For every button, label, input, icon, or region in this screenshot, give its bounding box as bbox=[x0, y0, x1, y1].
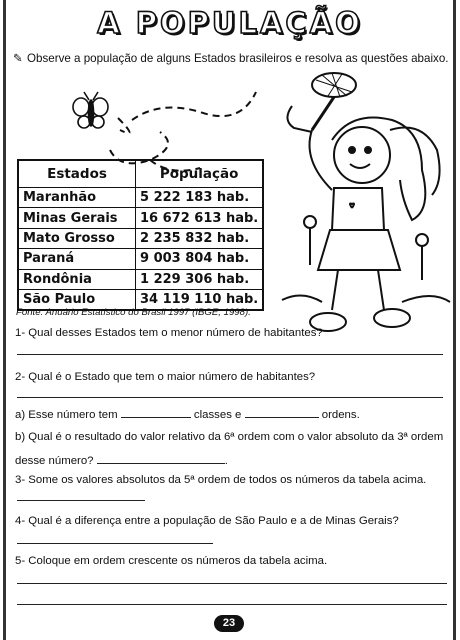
table-row bbox=[18, 208, 263, 228]
population-cell: 5 222 183 hab. bbox=[136, 188, 264, 208]
question-2a-part2: classes e bbox=[193, 409, 242, 421]
state-cell: São Paulo bbox=[18, 289, 136, 310]
question-2b: b) Qual é o resultado do valor relativo da 6ª ordem com o valor absoluto da 3ª ordem bbox=[15, 431, 444, 443]
page-title: A POPULAÇÃO bbox=[97, 6, 363, 40]
question-2a-part3: ordens. bbox=[321, 409, 360, 421]
instruction-text: Observe a população de alguns Estados brasileiros e resolva as questões abaixo. bbox=[27, 52, 449, 65]
answer-blank-ordens[interactable] bbox=[245, 407, 319, 418]
answer-line-5b[interactable] bbox=[17, 604, 447, 605]
header-populacao: População bbox=[136, 160, 264, 188]
question-5: 5- Coloque em ordem crescente os números da tabela acima. bbox=[15, 555, 328, 567]
table-row bbox=[18, 228, 263, 248]
answer-line-2[interactable] bbox=[17, 397, 443, 398]
population-cell: 16 672 613 hab. bbox=[136, 208, 264, 228]
girl-with-net-illustration bbox=[272, 70, 452, 340]
question-2: 2- Qual é o Estado que tem o maior número de habitantes? bbox=[15, 371, 316, 383]
page-number: 23 bbox=[214, 615, 244, 632]
instruction bbox=[13, 51, 449, 65]
answer-line-5a[interactable] bbox=[17, 583, 447, 584]
question-2b-part2: desse número? bbox=[15, 455, 94, 467]
state-cell: Paraná bbox=[18, 249, 136, 269]
state-cell: Minas Gerais bbox=[18, 208, 136, 228]
state-cell: Mato Grosso bbox=[18, 228, 136, 248]
question-1: 1- Qual desses Estados tem o menor número de habitantes? bbox=[15, 327, 323, 339]
question-2a bbox=[15, 407, 360, 421]
population-cell: 9 003 804 hab. bbox=[136, 249, 264, 269]
state-cell: Rondônia bbox=[18, 269, 136, 289]
answer-line-3[interactable] bbox=[17, 500, 145, 501]
table-row bbox=[18, 188, 263, 208]
population-table bbox=[17, 159, 264, 311]
table-source: Fonte: Anuário Estatístico do Brasil 1997 (IBGE, 1998). bbox=[16, 307, 251, 318]
population-cell: 2 235 832 hab. bbox=[136, 228, 264, 248]
header-estados: Estados bbox=[18, 160, 136, 188]
butterfly-icon bbox=[73, 92, 108, 128]
answer-line-1[interactable] bbox=[17, 354, 443, 355]
answer-blank-classes[interactable] bbox=[121, 407, 191, 418]
question-2b-cont: desse número? . bbox=[15, 455, 228, 467]
question-4: 4- Qual é a diferença entre a população de São Paulo e a de Minas Gerais? bbox=[15, 515, 399, 527]
population-cell: 34 119 110 hab. bbox=[136, 289, 264, 310]
state-cell: Maranhão bbox=[18, 188, 136, 208]
table-row bbox=[18, 249, 263, 269]
answer-blank-2b[interactable] bbox=[97, 453, 225, 464]
table-row bbox=[18, 269, 263, 289]
pencil-icon: ✎ bbox=[13, 52, 23, 65]
population-cell: 1 229 306 hab. bbox=[136, 269, 264, 289]
question-2a-part1: a) Esse número tem bbox=[15, 409, 118, 421]
question-3: 3- Some os valores absolutos da 5ª ordem de todos os números da tabela acima. bbox=[15, 474, 427, 486]
answer-line-4[interactable] bbox=[17, 543, 213, 544]
